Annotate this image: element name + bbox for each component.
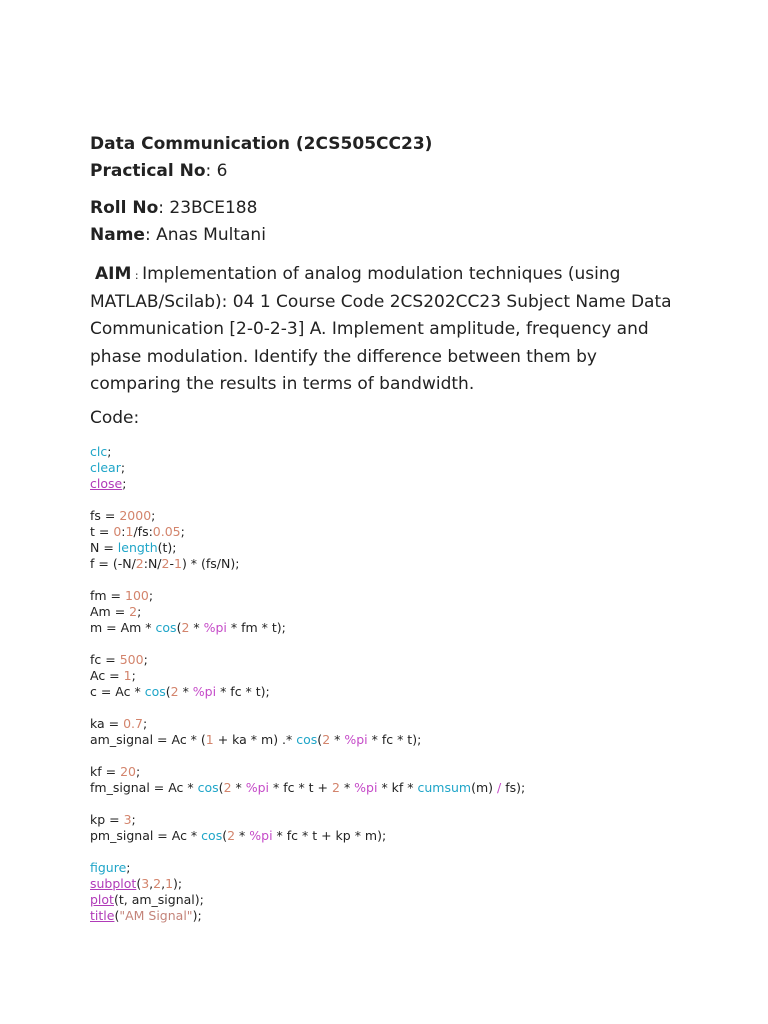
code-block xyxy=(90,444,525,924)
code-line xyxy=(90,860,525,876)
code-constant: %pi xyxy=(249,828,273,843)
code-function: cos xyxy=(201,828,223,843)
code-text: ; xyxy=(120,460,126,475)
code-function: cumsum xyxy=(417,780,472,795)
code-constant: %pi xyxy=(203,620,227,635)
code-text: Am = xyxy=(90,604,130,619)
code-text: * fm * t); xyxy=(226,620,286,635)
student-name-row xyxy=(90,222,432,249)
code-text: ( xyxy=(317,732,323,747)
code-text: : xyxy=(121,524,126,539)
code-function: cos xyxy=(296,732,318,747)
code-text: fm = xyxy=(90,588,125,603)
code-line xyxy=(90,764,525,780)
code-function: cos xyxy=(144,684,166,699)
code-number: 0.7 xyxy=(123,716,143,731)
code-text: ( xyxy=(114,908,120,923)
code-text: * kf * xyxy=(377,780,418,795)
code-text: ; xyxy=(135,764,141,779)
code-text: ); xyxy=(173,876,183,891)
roll-value: : 23BCE188 xyxy=(158,198,258,218)
code-function: length xyxy=(117,540,158,555)
code-function: clc xyxy=(90,444,108,459)
code-text: ( xyxy=(218,780,224,795)
code-text: * xyxy=(189,620,204,635)
code-line xyxy=(90,604,525,620)
code-number: 1 xyxy=(173,556,182,571)
code-text: * fc * t + kp * m); xyxy=(272,828,387,843)
code-text: * fc * t); xyxy=(367,732,422,747)
code-function: figure xyxy=(90,860,127,875)
code-line xyxy=(90,620,525,636)
code-line xyxy=(90,492,525,508)
code-number: 2 xyxy=(227,828,236,843)
roll-number-row xyxy=(90,195,432,222)
code-number: 0 xyxy=(113,524,122,539)
code-function: cos xyxy=(197,780,219,795)
code-number: 100 xyxy=(125,588,149,603)
practical-value: : 6 xyxy=(205,161,228,181)
code-line xyxy=(90,556,525,572)
code-line xyxy=(90,540,525,556)
code-number: 2 xyxy=(332,780,340,795)
code-number: 20 xyxy=(120,764,136,779)
code-line xyxy=(90,476,525,492)
code-line xyxy=(90,444,525,460)
code-text: (t, am_signal); xyxy=(113,892,204,907)
code-function-link: title xyxy=(90,908,115,923)
aim-label: AIM xyxy=(95,264,132,284)
name-label: Name xyxy=(90,225,145,245)
code-text: * fc * t + xyxy=(269,780,333,795)
code-text: * xyxy=(178,684,193,699)
code-line xyxy=(90,668,525,684)
code-text: kp = xyxy=(90,812,124,827)
code-number: 2 xyxy=(153,876,162,891)
code-text: , xyxy=(149,876,154,891)
code-line xyxy=(90,892,525,908)
code-text: ) * (fs/N); xyxy=(181,556,240,571)
code-text: ; xyxy=(126,860,131,875)
code-text: + ka * m) .* xyxy=(213,732,297,747)
code-number: 2000 xyxy=(119,508,152,523)
code-text: * xyxy=(330,732,345,747)
code-number: 2 xyxy=(129,604,138,619)
code-text: fs = xyxy=(90,508,120,523)
code-function-link: plot xyxy=(90,892,114,907)
code-text: ; xyxy=(143,652,148,667)
code-number: 1 xyxy=(165,876,174,891)
code-number: 1 xyxy=(205,732,214,747)
code-line xyxy=(90,652,525,668)
code-constant: %pi xyxy=(192,684,217,699)
code-text: fs); xyxy=(501,780,526,795)
code-text: ; xyxy=(131,668,136,683)
aim-colon: : xyxy=(131,269,143,282)
code-line xyxy=(90,572,525,588)
code-text: Ac = xyxy=(90,668,124,683)
code-text: ; xyxy=(151,508,156,523)
code-number: 0.05 xyxy=(152,524,181,539)
code-number: 1 xyxy=(125,524,134,539)
code-line xyxy=(90,828,525,844)
code-constant: %pi xyxy=(344,732,368,747)
code-text: -N/ xyxy=(117,556,136,571)
code-text: , xyxy=(161,876,166,891)
code-text: ( xyxy=(176,620,182,635)
code-text: * xyxy=(231,780,246,795)
code-line xyxy=(90,700,525,716)
code-constant: / xyxy=(497,780,502,795)
code-text: * xyxy=(339,780,355,795)
code-text: c = Ac * xyxy=(90,684,145,699)
code-text: (m) xyxy=(471,780,498,795)
code-number: 3 xyxy=(141,876,150,891)
code-line xyxy=(90,876,525,892)
code-text: ; xyxy=(180,524,185,539)
code-constant: %pi xyxy=(245,780,270,795)
code-line xyxy=(90,908,525,924)
code-function-link: close xyxy=(90,476,123,491)
code-text: m = Am * xyxy=(90,620,156,635)
code-line xyxy=(90,684,525,700)
code-function: clear xyxy=(90,460,121,475)
code-number: 2 xyxy=(161,556,170,571)
code-text: fm_signal = Ac * xyxy=(90,780,198,795)
code-text: - xyxy=(169,556,174,571)
code-text: ; xyxy=(122,476,127,491)
code-text: t = xyxy=(90,524,114,539)
code-text: ; xyxy=(131,812,136,827)
code-line xyxy=(90,508,525,524)
course-title: Data Communication (2CS505CC23) xyxy=(90,134,433,154)
code-heading: Code: xyxy=(90,408,140,428)
code-number: 2 xyxy=(170,684,179,699)
code-line xyxy=(90,524,525,540)
code-text: ( xyxy=(222,828,228,843)
code-text: am_signal = Ac * ( xyxy=(90,732,206,747)
code-text: ( xyxy=(165,684,171,699)
code-line xyxy=(90,732,525,748)
code-number: 2 xyxy=(223,780,232,795)
code-text: ); xyxy=(192,908,202,923)
name-value: : Anas Multani xyxy=(144,225,266,245)
code-text: * fc * t); xyxy=(216,684,270,699)
code-line xyxy=(90,636,525,652)
code-line xyxy=(90,796,525,812)
code-function: cos xyxy=(155,620,177,635)
code-number: 2 xyxy=(322,732,331,747)
code-text: ; xyxy=(148,588,154,603)
document-header xyxy=(90,131,432,249)
code-constant: %pi xyxy=(354,780,378,795)
code-text: * xyxy=(235,828,250,843)
code-text: N = xyxy=(90,540,118,555)
code-text: /fs: xyxy=(133,524,153,539)
code-text: ; xyxy=(107,444,112,459)
aim-text: Implementation of analog modulation techniques (using MATLAB/Scilab): 04 1 Course Code 2CS202CC23 Subject Name Data Communication [2-0-2-3] A. Implement amplitude, frequency and phase modulation. Identify the difference between them by comparing the results in terms of bandwidth. xyxy=(90,264,672,394)
code-function-link: subplot xyxy=(90,876,137,891)
code-text: (t); xyxy=(157,540,177,555)
code-number: 3 xyxy=(123,812,132,827)
code-line xyxy=(90,780,525,796)
practical-number-row xyxy=(90,158,432,185)
code-text: ; xyxy=(143,716,148,731)
code-number: 2 xyxy=(135,556,144,571)
code-line xyxy=(90,716,525,732)
code-text: ka = xyxy=(90,716,124,731)
code-line xyxy=(90,748,525,764)
code-text: f = ( xyxy=(90,556,118,571)
code-number: 1 xyxy=(123,668,132,683)
code-text: kf = xyxy=(90,764,121,779)
code-line xyxy=(90,812,525,828)
code-text: ( xyxy=(136,876,142,891)
aim-paragraph xyxy=(90,261,690,398)
code-text: fc = xyxy=(90,652,120,667)
code-number: 2 xyxy=(181,620,190,635)
roll-label: Roll No xyxy=(90,198,159,218)
code-line xyxy=(90,588,525,604)
code-line xyxy=(90,844,525,860)
code-number: 500 xyxy=(119,652,144,667)
code-text: ; xyxy=(137,604,142,619)
practical-label: Practical No xyxy=(90,161,206,181)
code-string: "AM Signal" xyxy=(119,908,193,923)
code-line xyxy=(90,460,525,476)
code-text: :N/ xyxy=(143,556,162,571)
code-text: pm_signal = Ac * xyxy=(90,828,202,843)
